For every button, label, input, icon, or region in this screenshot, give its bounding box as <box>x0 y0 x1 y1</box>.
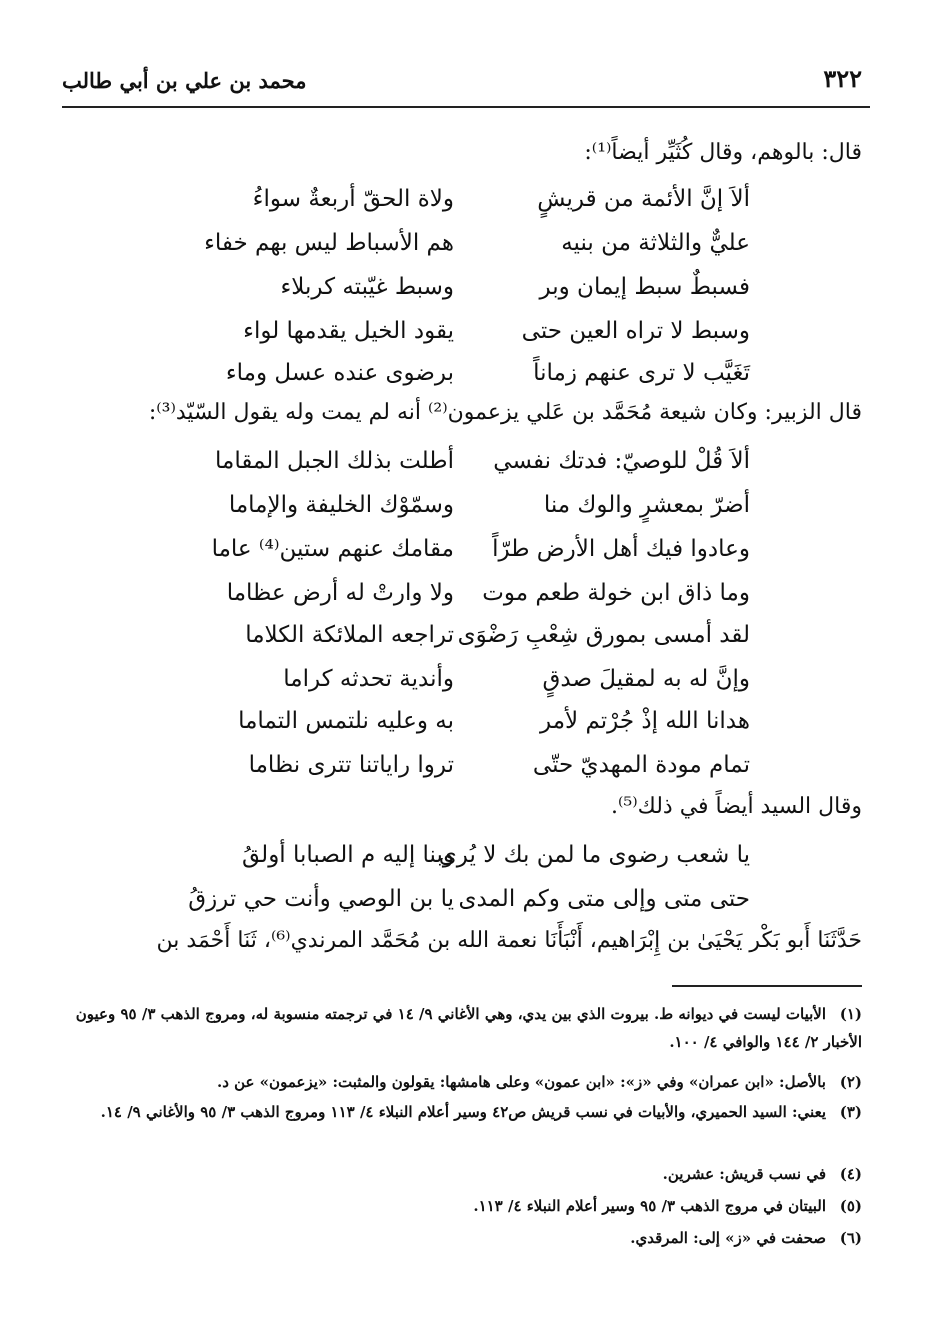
verse-right: أضرّ بمعشرٍ والوك منا <box>543 492 750 518</box>
verse-left: وسمّوْك الخليفة والإماما <box>228 492 454 518</box>
footnote <box>62 1068 862 1096</box>
verse-left: مقامك عنهم ستين⁽⁴⁾ عاما <box>211 536 454 562</box>
footnote-text: يعني: السيد الحميري، والأبيات في نسب قريش ص٤٢ وسير أعلام النبلاء ٤/ ١١٣ ومروج الذهب ٣/ ٩٥ والأغاني ٩/ ١٤. <box>100 1103 826 1121</box>
footnote-text: في نسب قريش: عشرين. <box>662 1165 826 1183</box>
verse-right: وإنَّ له به لمقيلَ صدقٍ <box>542 666 750 692</box>
footnote-text: صحفت في «ز» إلى: المرقدي. <box>630 1229 826 1247</box>
verse-left: أطلت بذلك الجبل المقاما <box>215 448 454 474</box>
verse-left: برضوى عنده عسل وماء <box>225 360 454 386</box>
header-rule <box>62 106 870 108</box>
verse-left: وبنا إليه م الصبابا أولقُ <box>242 842 454 868</box>
footnote <box>62 1160 862 1188</box>
intro-line-1: قال: بالوهم، وقال كُثَيِّر أيضاً⁽¹⁾: <box>584 140 862 165</box>
verse-right: حتى متى وإلى متى وكم المدى <box>458 886 750 912</box>
verse-right: عليٌّ والثلاثة من بنيه <box>561 230 750 256</box>
verse-right: فسبطٌ سبط إيمان وبر <box>539 274 750 300</box>
verse-right: ألاَ قُلْ للوصيّ: فدتك نفسي <box>493 448 750 474</box>
verse-right: وسبط لا تراه العين حتى <box>521 318 750 344</box>
intro-line-3: وقال السيد أيضاً في ذلك⁽⁵⁾. <box>611 794 862 819</box>
footnote <box>62 1000 862 1056</box>
footnote-text: بالأصل: «ابن عمران» وفي «ز»: «ابن عمون» وعلى هامشها: يقولون والمثبت: «يزعمون» عن د. <box>216 1073 826 1091</box>
footnote-text: البيتان في مروج الذهب ٣/ ٩٥ وسير أعلام النبلاء ٤/ ١١٣. <box>473 1197 826 1215</box>
footnote-number: (٦) <box>839 1229 862 1247</box>
verse-right: هدانا الله إذْ جُرْتم لأمر <box>540 708 750 734</box>
footnote-number: (٣) <box>839 1103 862 1121</box>
verse-right: لقد أمسى بمورق شِعْبِ رَضْوَى <box>457 622 750 648</box>
verse-left: وأندية تحدثه كراما <box>283 666 454 692</box>
verse-right: تَغَيَّب لا ترى عنهم زماناً <box>533 360 750 386</box>
verse-left: ولا وارتْ له أرض عظاما <box>226 580 454 606</box>
isnad-line: حَدَّثَنَا أَبو بَكْر يَحْيَىٰ بن إِبْرَاهيم، أَنْبَأَنَا نعمة الله بن مُحَمَّد المرندي⁽⁶⁾، ثَنَا أَحْمَد بن <box>156 928 862 953</box>
verse-left: هم الأسباط ليس بهم خفاء <box>204 230 454 256</box>
intro-line-2: قال الزبير: وكان شيعة مُحَمَّد بن عَلي يزعمون⁽²⁾ أنه لم يمت وله يقول السّيّد⁽³⁾: <box>148 400 862 425</box>
verse-left: به وعليه نلتمس التماما <box>238 708 454 734</box>
verse-right: يا شعب رضوى ما لمن بك لا يُرى <box>438 842 750 868</box>
verse-right: وعادوا فيك أهل الأرض طرّاً <box>492 536 750 562</box>
verse-left: وسبط غيّبته كربلاء <box>280 274 454 300</box>
verse-left: يا بن الوصي وأنت حي ترزقُ <box>188 886 454 912</box>
running-title: محمد بن علي بن أبي طالب <box>62 68 307 93</box>
footnote-number: (٥) <box>839 1197 862 1215</box>
footnote <box>62 1098 862 1126</box>
verse-left: تراجعه الملائكة الكلاما <box>245 622 454 648</box>
footnote-number: (١) <box>839 1005 862 1023</box>
footnote-number: (٤) <box>839 1165 862 1183</box>
verse-left: ولاة الحقّ أربعةٌ سواءُ <box>252 186 454 212</box>
verse-right: وما ذاق ابن خولة طعم موت <box>482 580 750 606</box>
footnote-number: (٢) <box>839 1073 862 1091</box>
page-number: ٣٢٢ <box>823 64 862 93</box>
verse-left: يقود الخيل يقدمها لواء <box>243 318 454 344</box>
page-header <box>62 60 870 104</box>
footnote <box>62 1192 862 1220</box>
footnote <box>62 1224 862 1252</box>
verse-left: تروا راياتنا تترى نظاما <box>248 752 454 778</box>
footnote-rule <box>672 985 862 987</box>
footnote-text: الأبيات ليست في ديوانه ط. بيروت الذي بين يدي، وهي الأغاني ٩/ ١٤ في ترجمته منسوبة له، ومروج الذهب ٣/ ٩٥ وعيون الأخبار ٢/ ١٤٤ والوافي ٤/ ١٠٠. <box>75 1005 862 1051</box>
verse-right: ألاَ إنَّ الأئمة من قريشٍ <box>537 186 750 212</box>
verse-right: تمام مودة المهديّ حتّى <box>532 752 750 778</box>
